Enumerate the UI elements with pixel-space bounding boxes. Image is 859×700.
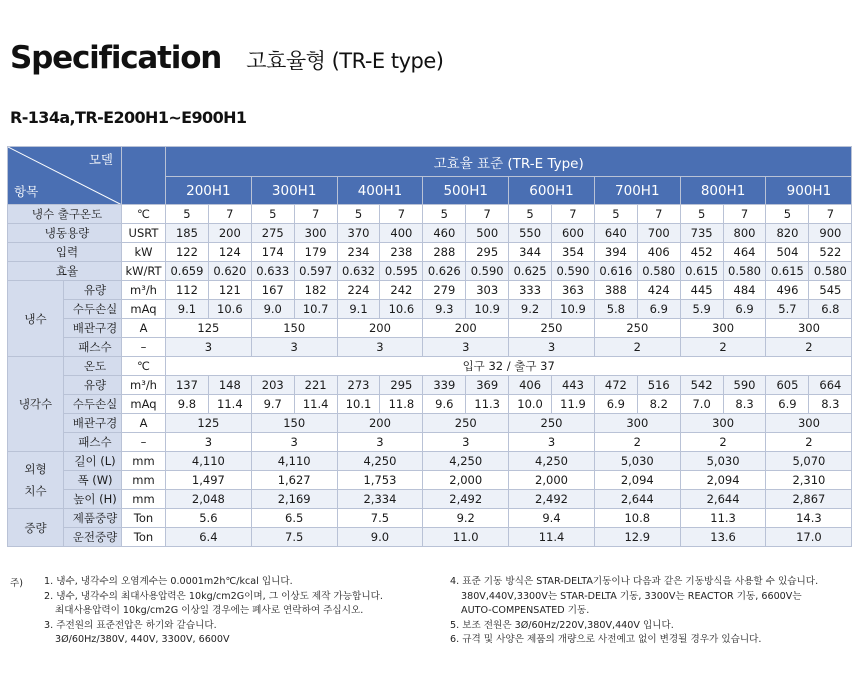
value-cell: 10.9 <box>466 300 509 319</box>
value-cell: 2,000 <box>509 471 595 490</box>
value-cell: 400 <box>380 224 423 243</box>
value-cell: 2,492 <box>423 490 509 509</box>
row-unit: mAq <box>122 300 166 319</box>
value-cell: 11.3 <box>680 509 766 528</box>
value-cell: 9.7 <box>251 395 294 414</box>
value-cell: 0.625 <box>509 262 552 281</box>
table-row <box>8 262 852 281</box>
value-cell: 10.0 <box>509 395 552 414</box>
value-cell: 10.6 <box>208 300 251 319</box>
note-4-cont: 380V,440V,3300V는 STAR-DELTA 기동, 3300V는 REACTOR 기동, 6600V는 <box>461 590 802 602</box>
note-6: 6. 규격 및 사양은 제품의 개량으로 사전예고 없이 변경될 경우가 있습니다. <box>450 634 762 646</box>
title-row <box>10 40 443 76</box>
value-cell: 5 <box>766 205 809 224</box>
value-cell: 0.590 <box>552 262 595 281</box>
value-cell: 369 <box>466 376 509 395</box>
value-cell: 9.2 <box>509 300 552 319</box>
row-unit: m³/h <box>122 376 166 395</box>
value-cell: 250 <box>509 319 595 338</box>
value-cell: 0.659 <box>166 262 209 281</box>
value-cell: 5 <box>594 205 637 224</box>
note-2: 2. 냉수, 냉각수의 최대사용압력은 10kg/cm2G이며, 그 이상도 제작 가능합니다. <box>44 590 383 602</box>
value-cell: 11.4 <box>208 395 251 414</box>
group-label-dims-line2: 치수 <box>24 484 47 498</box>
group-header: 고효율 표준 (TR-E Type) <box>166 147 852 177</box>
value-cell: 545 <box>809 281 852 300</box>
value-cell: 9.0 <box>337 528 423 547</box>
row-unit: mm <box>122 452 166 471</box>
value-cell: 370 <box>337 224 380 243</box>
value-cell: 484 <box>723 281 766 300</box>
corner-bottom-label: 항목 <box>14 184 39 199</box>
value-cell: 2,644 <box>680 490 766 509</box>
row-label: 제품중량 <box>64 509 122 528</box>
table-row <box>8 338 852 357</box>
value-cell: 3 <box>251 433 337 452</box>
value-cell: 452 <box>680 243 723 262</box>
corner-top-label: 모델 <box>88 152 113 167</box>
row-label: 폭 (W) <box>64 471 122 490</box>
value-cell: 6.9 <box>723 300 766 319</box>
model-header: 500H1 <box>423 177 509 205</box>
row-unit: kW <box>122 243 166 262</box>
value-cell: 2 <box>766 433 852 452</box>
value-cell: 125 <box>166 414 252 433</box>
value-cell: 0.580 <box>637 262 680 281</box>
value-cell: 279 <box>423 281 466 300</box>
value-cell: 2,000 <box>423 471 509 490</box>
value-cell: 6.9 <box>766 395 809 414</box>
value-cell: 112 <box>166 281 209 300</box>
value-cell: 820 <box>766 224 809 243</box>
value-cell: 5,070 <box>766 452 852 471</box>
table-row <box>8 471 852 490</box>
row-label: 냉수 출구온도 <box>8 205 122 224</box>
notes-mark: 주) <box>10 578 24 589</box>
value-cell: 6.8 <box>809 300 852 319</box>
value-cell: 11.9 <box>552 395 595 414</box>
value-cell: 275 <box>251 224 294 243</box>
value-cell: 5.6 <box>166 509 252 528</box>
value-cell: 10.8 <box>594 509 680 528</box>
value-cell: 2,048 <box>166 490 252 509</box>
value-cell: 4,250 <box>423 452 509 471</box>
value-cell: 182 <box>294 281 337 300</box>
value-cell: 9.8 <box>166 395 209 414</box>
value-cell: 174 <box>251 243 294 262</box>
value-cell: 406 <box>509 376 552 395</box>
page-title: Specification <box>10 40 222 76</box>
value-cell: 11.0 <box>423 528 509 547</box>
value-cell: 0.590 <box>466 262 509 281</box>
value-cell: 300 <box>766 319 852 338</box>
value-cell: 250 <box>594 319 680 338</box>
note-4-cont2: AUTO-COMPENSATED 기동. <box>461 605 590 617</box>
model-header: 600H1 <box>509 177 595 205</box>
value-cell: 550 <box>509 224 552 243</box>
value-cell: 664 <box>809 376 852 395</box>
value-cell: 11.8 <box>380 395 423 414</box>
value-cell: 125 <box>166 319 252 338</box>
value-cell: 273 <box>337 376 380 395</box>
value-cell: 5.7 <box>766 300 809 319</box>
value-cell: 8.3 <box>723 395 766 414</box>
value-cell: 242 <box>380 281 423 300</box>
table-row <box>8 376 852 395</box>
value-cell: 288 <box>423 243 466 262</box>
value-cell: 0.615 <box>680 262 723 281</box>
value-cell: 5 <box>337 205 380 224</box>
value-cell: 1,497 <box>166 471 252 490</box>
group-label-chilled: 냉수 <box>8 281 64 357</box>
row-label: 온도 <box>64 357 122 376</box>
value-cell: 2,310 <box>766 471 852 490</box>
value-cell: 6.5 <box>251 509 337 528</box>
value-cell: 10.7 <box>294 300 337 319</box>
value-cell: 2,492 <box>509 490 595 509</box>
value-cell: 11.4 <box>294 395 337 414</box>
value-cell: 148 <box>208 376 251 395</box>
value-cell: 5 <box>680 205 723 224</box>
row-unit: ℃ <box>122 205 166 224</box>
value-cell: 394 <box>594 243 637 262</box>
value-cell: 2 <box>680 338 766 357</box>
value-cell: 516 <box>637 376 680 395</box>
value-cell: 2 <box>766 338 852 357</box>
row-unit: USRT <box>122 224 166 243</box>
value-cell: 2,867 <box>766 490 852 509</box>
value-cell: 124 <box>208 243 251 262</box>
value-cell: 13.6 <box>680 528 766 547</box>
value-cell: 0.615 <box>766 262 809 281</box>
table-row <box>8 281 852 300</box>
value-cell: 0.633 <box>251 262 294 281</box>
value-cell: 303 <box>466 281 509 300</box>
value-cell: 8.3 <box>809 395 852 414</box>
value-cell: 300 <box>294 224 337 243</box>
row-label: 운전중량 <box>64 528 122 547</box>
value-cell: 200 <box>208 224 251 243</box>
value-cell: 3 <box>337 338 423 357</box>
value-cell: 406 <box>637 243 680 262</box>
table-row <box>8 224 852 243</box>
value-cell: 12.9 <box>594 528 680 547</box>
value-cell: 472 <box>594 376 637 395</box>
value-cell: 179 <box>294 243 337 262</box>
row-unit: A <box>122 414 166 433</box>
note-1: 1. 냉수, 냉각수의 오염계수는 0.0001m2h℃/kcal 입니다. <box>44 576 293 587</box>
value-cell: 605 <box>766 376 809 395</box>
value-cell: 7.0 <box>680 395 723 414</box>
value-cell: 10.6 <box>380 300 423 319</box>
value-cell: 3 <box>423 433 509 452</box>
row-label: 입력 <box>8 243 122 262</box>
value-cell: 700 <box>637 224 680 243</box>
table-row <box>8 357 852 376</box>
table-row <box>8 243 852 262</box>
value-cell: 185 <box>166 224 209 243</box>
value-cell: 221 <box>294 376 337 395</box>
value-cell: 5 <box>166 205 209 224</box>
value-cell: 363 <box>552 281 595 300</box>
value-cell: 7.5 <box>337 509 423 528</box>
row-label: 배관구경 <box>64 414 122 433</box>
row-unit: – <box>122 433 166 452</box>
row-label: 배관구경 <box>64 319 122 338</box>
value-cell: 17.0 <box>766 528 852 547</box>
group-label-cooling: 냉각수 <box>8 357 64 452</box>
table-row <box>8 452 852 471</box>
value-cell: 5 <box>251 205 294 224</box>
table-row <box>8 490 852 509</box>
row-unit: ℃ <box>122 357 166 376</box>
table-row <box>8 300 852 319</box>
value-cell: 0.620 <box>208 262 251 281</box>
row-unit: mm <box>122 471 166 490</box>
table-corner <box>8 147 122 205</box>
value-cell: 9.1 <box>337 300 380 319</box>
value-cell: 1,753 <box>337 471 423 490</box>
row-unit: mAq <box>122 395 166 414</box>
model-header: 400H1 <box>337 177 423 205</box>
row-unit: Ton <box>122 509 166 528</box>
value-cell: 0.595 <box>380 262 423 281</box>
value-cell: 388 <box>594 281 637 300</box>
note-5: 5. 보조 전원은 3Ø/60Hz/220V,380V,440V 입니다. <box>450 619 674 631</box>
value-cell: 5 <box>423 205 466 224</box>
value-cell: 2 <box>680 433 766 452</box>
value-cell: 7 <box>552 205 595 224</box>
note-2-cont: 최대사용압력이 10kg/cm2G 이상일 경우에는 폐사로 연락하여 주십시오. <box>55 605 364 617</box>
model-header: 700H1 <box>594 177 680 205</box>
value-cell: 464 <box>723 243 766 262</box>
row-unit: kW/RT <box>122 262 166 281</box>
value-cell: 6.9 <box>594 395 637 414</box>
value-cell: 0.580 <box>809 262 852 281</box>
value-cell: 542 <box>680 376 723 395</box>
value-cell: 4,250 <box>509 452 595 471</box>
value-cell: 11.4 <box>509 528 595 547</box>
row-label: 수두손실 <box>64 300 122 319</box>
value-cell: 7 <box>294 205 337 224</box>
value-cell: 6.4 <box>166 528 252 547</box>
value-cell: 7 <box>380 205 423 224</box>
value-cell: 5,030 <box>594 452 680 471</box>
group-label-dims-line1: 외형 <box>24 462 47 476</box>
value-cell: 500 <box>466 224 509 243</box>
row-unit: Ton <box>122 528 166 547</box>
table-row <box>8 395 852 414</box>
value-cell: 3 <box>509 338 595 357</box>
value-cell: 333 <box>509 281 552 300</box>
row-label: 길이 (L) <box>64 452 122 471</box>
value-cell: 522 <box>809 243 852 262</box>
table-row <box>8 528 852 547</box>
value-cell: 344 <box>509 243 552 262</box>
row-unit: – <box>122 338 166 357</box>
value-cell: 800 <box>723 224 766 243</box>
value-cell: 9.6 <box>423 395 466 414</box>
value-cell: 4,110 <box>251 452 337 471</box>
value-cell: 496 <box>766 281 809 300</box>
value-cell: 3 <box>166 338 252 357</box>
value-cell: 5.9 <box>680 300 723 319</box>
row-label: 패스수 <box>64 338 122 357</box>
notes-left <box>44 575 383 648</box>
row-unit: m³/h <box>122 281 166 300</box>
group-label-dims <box>8 452 64 509</box>
table-row <box>8 509 852 528</box>
value-cell: 3 <box>166 433 252 452</box>
note-4: 4. 표준 기동 방식은 STAR-DELTA기동이나 다음과 같은 기동방식을 사용할 수 있습니다. <box>450 576 819 587</box>
row-label: 높이 (H) <box>64 490 122 509</box>
value-cell: 10.1 <box>337 395 380 414</box>
value-cell: 150 <box>251 319 337 338</box>
value-cell: 9.2 <box>423 509 509 528</box>
value-cell: 3 <box>423 338 509 357</box>
value-cell: 9.1 <box>166 300 209 319</box>
value-cell: 2,334 <box>337 490 423 509</box>
unit-header-cell <box>122 147 166 205</box>
value-cell: 640 <box>594 224 637 243</box>
table-row <box>8 414 852 433</box>
value-cell: 4,250 <box>337 452 423 471</box>
model-header: 900H1 <box>766 177 852 205</box>
value-cell: 300 <box>766 414 852 433</box>
row-unit: A <box>122 319 166 338</box>
value-cell: 7 <box>208 205 251 224</box>
value-cell: 14.3 <box>766 509 852 528</box>
value-cell: 224 <box>337 281 380 300</box>
model-header: 800H1 <box>680 177 766 205</box>
value-cell: 203 <box>251 376 294 395</box>
value-cell: 2 <box>594 338 680 357</box>
row-label: 수두손실 <box>64 395 122 414</box>
value-cell: 7 <box>637 205 680 224</box>
spec-table <box>7 146 852 547</box>
value-cell: 424 <box>637 281 680 300</box>
value-cell: 4,110 <box>166 452 252 471</box>
value-cell: 10.9 <box>552 300 595 319</box>
value-cell: 1,627 <box>251 471 337 490</box>
note-3-cont: 3Ø/60Hz/380V, 440V, 3300V, 6600V <box>55 634 230 646</box>
value-cell: 443 <box>552 376 595 395</box>
value-cell: 354 <box>552 243 595 262</box>
page-title-sub: 고효율형 (TR-E type) <box>246 49 444 73</box>
row-label: 패스수 <box>64 433 122 452</box>
value-cell: 200 <box>423 319 509 338</box>
table-row <box>8 147 852 177</box>
value-cell: 250 <box>509 414 595 433</box>
value-cell: 3 <box>337 433 423 452</box>
value-cell: 7 <box>723 205 766 224</box>
value-cell: 9.4 <box>509 509 595 528</box>
value-cell: 11.3 <box>466 395 509 414</box>
value-cell: 2,094 <box>594 471 680 490</box>
value-cell: 590 <box>723 376 766 395</box>
value-cell: 200 <box>337 414 423 433</box>
value-cell: 9.3 <box>423 300 466 319</box>
value-cell: 600 <box>552 224 595 243</box>
value-cell: 0.616 <box>594 262 637 281</box>
row-label: 유량 <box>64 376 122 395</box>
value-cell: 2,644 <box>594 490 680 509</box>
value-cell: 3 <box>509 433 595 452</box>
note-3: 3. 주전원의 표준전압은 하기와 같습니다. <box>44 619 217 631</box>
value-cell: 0.580 <box>723 262 766 281</box>
value-cell: 2,094 <box>680 471 766 490</box>
value-cell: 200 <box>337 319 423 338</box>
row-label: 효율 <box>8 262 122 281</box>
value-cell: 2 <box>594 433 680 452</box>
value-cell: 238 <box>380 243 423 262</box>
table-row <box>8 433 852 452</box>
value-cell: 300 <box>680 414 766 433</box>
value-cell: 250 <box>423 414 509 433</box>
value-cell: 5,030 <box>680 452 766 471</box>
table-row <box>8 319 852 338</box>
group-label-weight: 중량 <box>8 509 64 547</box>
model-header: 300H1 <box>251 177 337 205</box>
value-cell: 3 <box>251 338 337 357</box>
value-cell: 167 <box>251 281 294 300</box>
notes-right <box>450 575 818 648</box>
value-cell: 295 <box>380 376 423 395</box>
value-cell: 445 <box>680 281 723 300</box>
value-cell: 5.8 <box>594 300 637 319</box>
value-cell: 150 <box>251 414 337 433</box>
value-cell: 504 <box>766 243 809 262</box>
value-cell: 0.626 <box>423 262 466 281</box>
value-cell: 0.597 <box>294 262 337 281</box>
value-cell: 8.2 <box>637 395 680 414</box>
value-cell: 137 <box>166 376 209 395</box>
row-label: 유량 <box>64 281 122 300</box>
value-cell: 121 <box>208 281 251 300</box>
row-label: 냉동용량 <box>8 224 122 243</box>
value-cell: 300 <box>680 319 766 338</box>
value-cell: 735 <box>680 224 723 243</box>
value-cell: 입구 32 / 출구 37 <box>166 357 852 376</box>
value-cell: 9.0 <box>251 300 294 319</box>
model-header: 200H1 <box>166 177 252 205</box>
value-cell: 7.5 <box>251 528 337 547</box>
value-cell: 300 <box>594 414 680 433</box>
table-row <box>8 205 852 224</box>
value-cell: 234 <box>337 243 380 262</box>
value-cell: 460 <box>423 224 466 243</box>
value-cell: 900 <box>809 224 852 243</box>
page-subtitle: R-134a,TR-E200H1~E900H1 <box>10 108 247 127</box>
value-cell: 0.632 <box>337 262 380 281</box>
row-unit: mm <box>122 490 166 509</box>
value-cell: 339 <box>423 376 466 395</box>
value-cell: 295 <box>466 243 509 262</box>
value-cell: 7 <box>809 205 852 224</box>
value-cell: 122 <box>166 243 209 262</box>
value-cell: 6.9 <box>637 300 680 319</box>
value-cell: 7 <box>466 205 509 224</box>
value-cell: 2,169 <box>251 490 337 509</box>
value-cell: 5 <box>509 205 552 224</box>
